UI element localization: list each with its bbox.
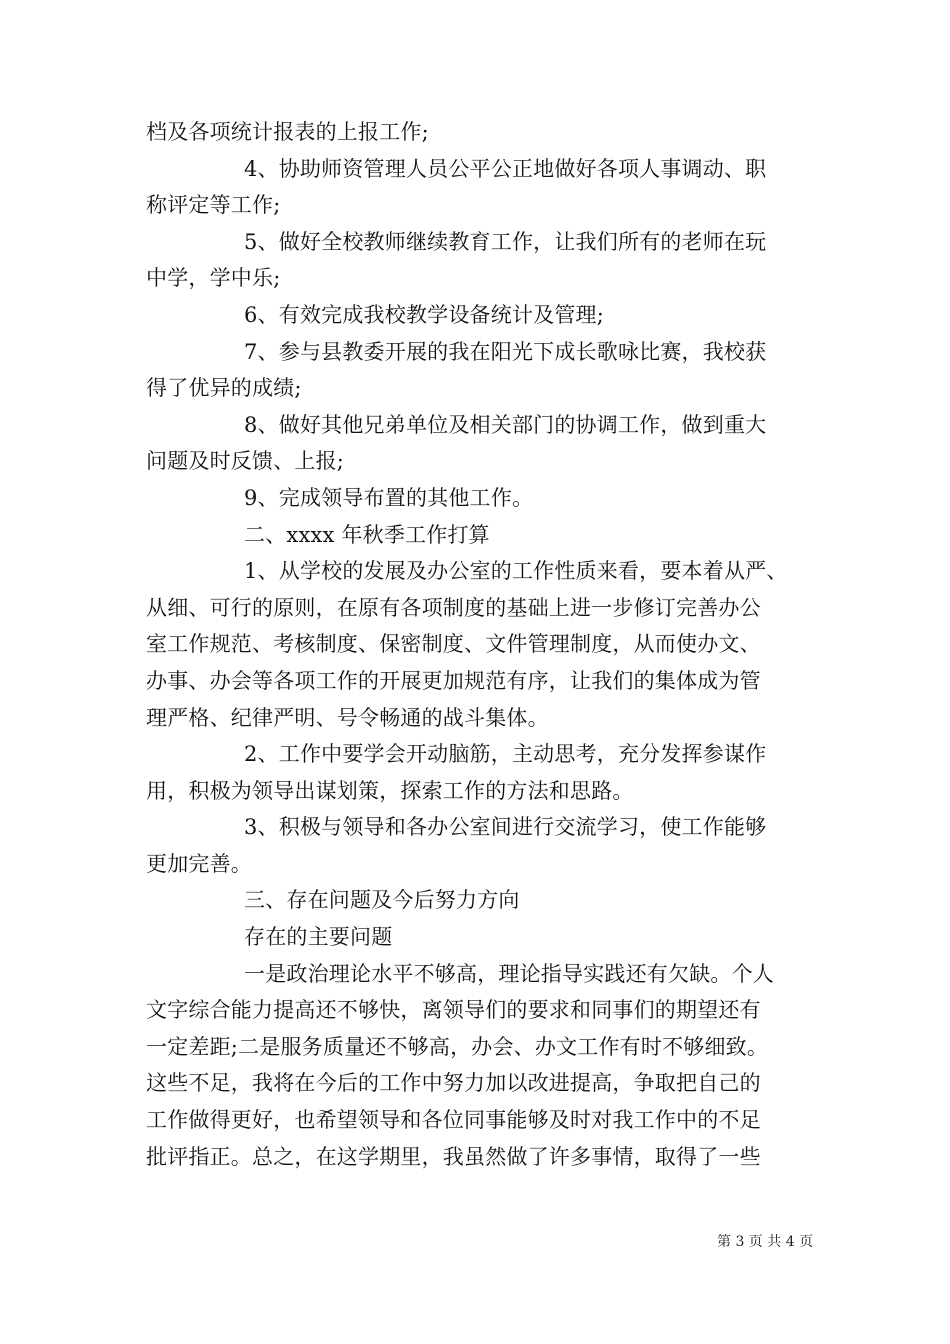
text-line: 9、完成领导布置的其他工作。 [244,485,534,510]
text-line: 中学，学中乐; [146,266,281,291]
text-line: 工作做得更好，也希望领导和各位同事能够及时对我工作中的不足 [146,1108,761,1133]
text-line: 三、存在问题及今后努力方向 [244,888,520,913]
text-line: 批评指正。总之，在这学期里，我虽然做了许多事情，取得了一些 [146,1144,761,1169]
text-line: 这些不足，我将在今后的工作中努力加以改进提高，争取把自己的 [146,1071,761,1096]
text-line: 6、有效完成我校教学设备统计及管理; [244,302,605,327]
text-line: 存在的主要问题 [244,925,393,950]
text-line: 档及各项统计报表的上报工作; [146,120,429,144]
text-line: 问题及时反馈、上报; [146,449,345,474]
text-line: 二、xxxx 年秋季工作打算 [244,522,490,547]
text-line: 得了优异的成绩; [146,376,302,401]
text-line: 3、积极与领导和各办公室间进行交流学习，使工作能够 [244,815,767,840]
text-line: 1、从学校的发展及办公室的工作性质来看，要本着从严、 [244,559,788,584]
text-line: 8、做好其他兄弟单位及相关部门的协调工作，做到重大 [244,412,767,437]
text-line: 室工作规范、考核制度、保密制度、文件管理制度，从而使办文、 [146,632,761,657]
text-line: 4、协助师资管理人员公平公正地做好各项人事调动、职 [244,156,767,181]
text-line: 用，积极为领导出谋划策，探索工作的方法和思路。 [146,778,634,803]
text-line: 7、参与县教委开展的我在阳光下成长歌咏比赛，我校获 [244,339,767,364]
page-number-footer: 第 3 页 共 4 页 [717,1234,814,1250]
text-line: 2、工作中要学会开动脑筋，主动思考，充分发挥参谋作 [244,742,767,767]
text-line: 办事、办会等各项工作的开展更加规范有序，让我们的集体成为管 [146,668,761,693]
text-line: 文字综合能力提高还不够快，离领导们的要求和同事们的期望还有 [146,998,761,1023]
text-line: 5、做好全校教师继续教育工作，让我们所有的老师在玩 [244,229,767,254]
text-line: 从细、可行的原则，在原有各项制度的基础上进一步修订完善办公 [146,595,761,620]
text-line: 称评定等工作; [146,193,281,218]
text-line: 理严格、纪律严明、号令畅通的战斗集体。 [146,705,549,730]
text-line: 一定差距;二是服务质量还不够高，办会、办文工作有时不够细致。 [146,1034,769,1059]
text-line: 更加完善。 [146,851,252,876]
document-body [146,114,810,1175]
text-line: 一是政治理论水平不够高，理论指导实践还有欠缺。个人 [244,961,774,986]
